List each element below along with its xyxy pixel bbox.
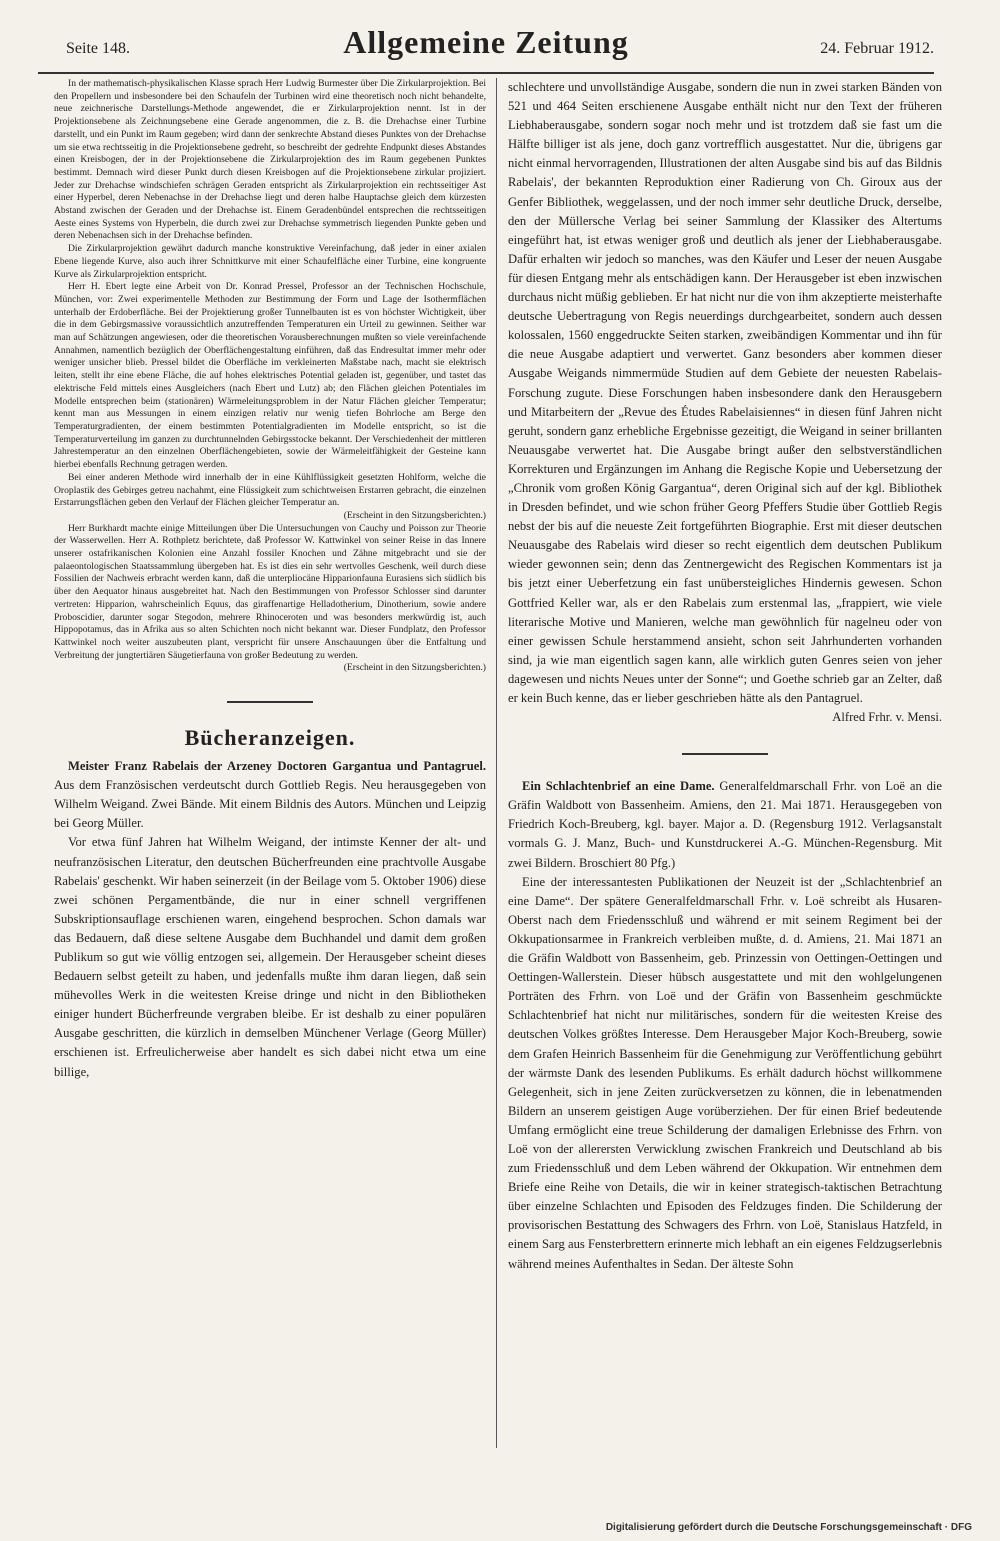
book-entry — [508, 777, 942, 872]
paragraph: Eine der interessantesten Publikationen der Neuzeit ist der „Schlachtenbrief an eine Dame“. Der spätere Generalfeldmarschall Frhr. v. Loë schreibt als Husaren-Oberst nach dem Friedensschluß und während er mit seinem Regiment bei der Okkupationsarmee in Frankreich verbleiben mußte, d. d. Amiens, 21. Mai 1871 an die Gräfin Waldbott von Bassenheim, geb. Prinzessin von Oettingen-Oettingen und Oettingen-Wallerstein. Dieser hübsch ausgestattete und mit den wohlgelungenen Porträten des Frhrn. von Loë und der Gräfin von Bassenheim geschmückte Schlachtenbrief hat nicht nur militärisches, sondern für die weitesten Kreise des deutschen Volkes größtes Interesse. Dem Herausgeber Major Koch-Breuberg, sowie dem Grafen Heinrich Bassenheim für die Genehmigung zur Veröffentlichung gebührt der wärmste Dank des lesenden Publikums. Es erhält dadurch höchst willkommene Gelegenheit, sich in jene Zeiten zurückversetzen zu können, die in lebenatmenden Bildern an unserem geistigen Auge vorüberziehen. Der für einen Brief bedeutende Umfang ermöglicht eine treue Schilderung der damaligen Erlebnisse des Frhrn. von Loë von der allerersten Verwicklung zwischen Frankreich und Deutschland ab bis zum Friedensschluß und dem Leben während der Okkupation. Wir entnehmen dem Briefe eine Reihe von Details, die wir in keiner strategisch-taktischen Betrachtung über einzelne Schlachten und Episoden des Feldzuges finden. Die Schilderung der provisorischen Bestattung des Schwagers des Frhrn. von Loë, Stanislaus Hatzfeld, in einem Sarg aus Fensterbrettern erinnerte mich lebhaft an ein eigenes Feldzugserlebnis während meines Aufenthaltes in Sedan. Der älteste Sohn — [508, 874, 942, 1271]
book-title: Meister Franz Rabelais der Arzeney Doctoren Gargantua und Pantagruel. — [68, 759, 486, 774]
issue-date: 24. Februar 1912. — [820, 40, 934, 57]
paragraph: Bei einer anderen Methode wird innerhalb der in eine Kühlflüssigkeit gesetzten Hohlform, welche die Oroplastik des Gebirges getreu nachahmt, eine Flüssigkeit zum schichtweisen Erstarren gebracht, die einzelnen Erstarrungsflächen geben den Verlauf der Flächen gleicher Temperatur an. — [54, 471, 486, 509]
paragraph: Vor etwa fünf Jahren hat Wilhelm Weigand, der intimste Kenner der alt- und neufranzösischen Literatur, den deutschen Bücherfreunden eine prachtvolle Ausgabe Rabelais' geschenkt. Wir haben seinerzeit (in der Beilage vom 5. Oktober 1906) diese zwei schönen Pergamentbände, die nur in einer schnell vergriffenen Subskriptionsauflage erschienen waren, eingehend besprochen. Schon damals war das Bedauern, daß diese seltene Ausgabe dem Buchhandel und damit dem großen Publikum so gut wie völlig entzogen sei, allgemein. Der Herausgeber scheint dieses Bedauern selbst geteilt zu haben, und jedenfalls mußte ihm daran liegen, daß sein mühevolles Werk in die weitesten Kreise dringe und nicht in den Bibliotheken einiger hundert Bücherfreunde vergraben bleibe. Er ist deshalb zu einer populären Ausgabe geschritten, die kürzlich in demselben Münchener Verlage (Georg Müller) erschienen ist. Erfreulicherweise aber handelt es sich dabei nicht etwa um eine billige, — [54, 835, 486, 1079]
section-title: Bücheranzeigen. — [184, 725, 356, 751]
book-review — [54, 757, 486, 1082]
page-header — [38, 22, 934, 74]
paragraph: schlechtere und unvollständige Ausgabe, sondern die nun in zwei starken Bänden von 521 und 464 Seiten erschienene Ausgabe enthält nicht nur den Text der früheren Liebhaberausgabe, sondern sogar noch mehr und ist trotzdem daß sie fast um die Hälfte billiger ist als jene, doch ganz vortrefflich ausgestattet. Nur die, übrigens gar nicht einmal hervorragenden, Illustrationen der alten Ausgabe sind bis auf das Bildnis Rabelais', der bekannten Reproduktion einer Radierung von Ch. Giroux aus der Genfer Bibliothek, weggelassen, und der noch immer sehr deutliche Druck, derselbe, den der Müllersche Verlag bei seiner Sammlung der Klassiker des Altertums eingeführt hat, ist etwas weniger groß und deutlich als jener der Liebhaberausgabe. Dafür erhalten wir jedoch so manches, was den Käufer und Leser der neuen Ausgabe für diesen Entgang mehr als entschädigen kann. Der Herausgeber ist eben inzwischen durchaus nicht müßig geblieben. Er hat nicht nur die von ihm akzeptierte meisterhafte deutsche Uebertragung von Regis neuerdings durchgearbeitet, sondern auch dessen kolossalen, 1560 enggedruckte Seiten starken, zweibändigen Kommentar und ihn für die neue Ausgabe adaptiert und verwertet. Ganz besonders aber kommen dieser Ausgabe Weigands nimmermüde Studien auf dem Gebiete der neuesten Rabelais-Forschung zugute. Diese Forschungen haben insbesondere dank den Herausgebern und Mitarbeitern der „Revue des Études Rabelaisiennes“ in diesen fünf Jahren nicht geruht, sondern ganz erhebliche Ergebnisse gezeitigt, die Weigand in seiner brillanten Neuausgabe verwertet hat. Die Ausgabe bringt außer den selbstverständlichen Korrekturen und Ergänzungen im Anhang die Regische Kopie und Uebersetzung der „Chronik vom großen König Gargantua“, deren Original sich auf der kgl. Bibliothek in Dresden befindet, und wie schon früher Georg Pfeffers Studie über Gottlieb Regis nebst der bis auf die neueste Zeit fortgeführten Biographie. Erst mit dieser deutschen Neuausgabe des Rabelais wird dieser so recht eigentlich dem deutschen Publikum wieder gewonnen sein; denn das Zentnergewicht des Regischen Kommentars ist ja bis jetzt einer Ueberfetzung ein fast unübersteigliches Hindernis gewesen. Schon Gottfried Keller war, als er den Rabelais zum erstenmal las, „frappiert, wie viele literarische Motive und Manieren, welche man gewöhnlich für nagelneu oder von einer gewissen Schule herstammend ansieht, schon seit Jahrhunderten vorhanden sind, ja wie man eigentlich sagen kann, alle wirklich guten Genres seien von jeher dagewesen und nichts Neues unter der Sonne“; und Goethe schrieb gar an Zelter, daß er kein Buch kenne, das er lieber geschrieben hätte als den Pantagruel. — [508, 80, 942, 705]
book-review-continued — [508, 78, 942, 1274]
paragraph: Herr Burkhardt machte einige Mitteilungen über Die Untersuchungen von Cauchy und Poisson zur Theorie der Wasserwellen. Herr A. Rothpletz berichtete, daß Professor W. Kattwinkel von seiner Reise in das Innere unserer ostafrikanischen Kolonien eine Anzahl fossiler Knochen und Zähne mitgebracht und sie der palaeontologischen Staatssammlung übergeben hat. Es ist dies ein sehr wertvolles Geschenk, weil durch diese Fossilien der Nachweis erbracht werden kann, daß die unterpliocäne Hipparionfauna Eurasiens sich südlich bis über den Aequator hinaus ausgebreitet hat. Nach den Bestimmungen von Professor Schlosser sind darunter vertreten: Hipparion, wahrscheinlich Equus, das giraffenartige Helladotherium, Dinotherium, sowie andere Proboscidier, darunter sogar Stegodon, mehrere Rhinoceroten und was besonders merkwürdig ist, auch Hippopotamus, das in Afrika aus so alten Schichten noch nicht bekannt war. Dieser Fundplatz, den Professor Kattwinkel noch weiter auszubeuten plant, verspricht für unsere Anschauungen über die Entfaltung und Verbreitung der jungtertiären Säugetierfauna von großer Bedeutung zu werden. — [54, 522, 486, 661]
academy-report — [54, 78, 486, 675]
page-number: Seite 148. — [66, 40, 130, 57]
section-divider — [227, 701, 313, 703]
source-note: (Erscheint in den Sitzungsberichten.) — [343, 509, 486, 521]
right-column — [508, 78, 942, 1274]
book-details: Generalfeldmarschall Frhr. von Loë an die Gräfin Waldbott von Bassenheim. Amiens, den 21. Mai 1871. Herausgegeben von Friedrich Koch-Breuberg, kgl. bayer. Major a. D. (Regensburg 1912. Verlagsanstalt vormals G. J. Manz, Buch- und Kunstdruckerei A.-G. München-Regensburg. Mit zwei Bildern. Broschiert 80 Pfg.) — [508, 779, 942, 870]
paragraph: Herr H. Ebert legte eine Arbeit von Dr. Konrad Pressel, Professor an der Technischen Hochschule, München, vor: Zwei experimentelle Methoden zur Bestimmung der Form und Lage der Isothermflächen unterhalb der Erdoberfläche. Bei der Projektierung großer Tunnelbauten ist es von höchster Wichtigkeit, über die in dem Gebirgsmassive voraussichtlich anzutreffenden Temperaturen ein Urteil zu gewinnen. Seither war man auf Schätzungen angewiesen, oder die theoretischen Vorausberechnungen mußten so viele vereinfachende Annahmen, namentlich bezüglich der Oberflächengestaltung einführen, daß das Endresultat immer mehr oder weniger unsicher blieb. Pressel bildet die Oberfläche im verkleinerten Maßstabe nach, macht sie elektrisch leiten, stellt ihr eine ebene Fläche, die auf hohes elektrisches Potential geladen ist, gegenüber, und tastet das elektrische Feld mittels eines Ausgleichers (nach Ebert und Lutz) ab; den Flächen gleichen Potentiales im Modelle entsprechen beim (stationären) Wärmeleitungsproblem in der Natur Flächen gleicher Temperatur; kennt man aus Messungen in einem einzigen relativ nur wenig tiefen Bohrloche am Berge den Temperaturgradienten, der einem bestimmten Potentialgradienten im Modelle entspricht, so ist die Temperaturverteilung im ganzen zu durchtunnelnden Gebirgsstocke bekannt. Der Verschiedenheit der mittleren Jahrestemperatur an den einzelnen Oberflächengebieten, sowie der Wärmeleitfähigkeit der Gesteine kann hierbei ebenfalls Rechnung getragen werden. — [54, 281, 486, 471]
paragraph: Die Zirkularprojektion gewährt dadurch manche konstruktive Vereinfachung, daß jeder in einer axialen Ebene liegende Kurve, also auch ihrer Schnittkurve mit einer Schaufelfläche einer Turbine, eine kongruente Kurve als Zirkularprojektion entspricht. — [54, 243, 486, 280]
section-divider — [682, 753, 768, 755]
signature: Alfred Frhr. v. Mensi. — [832, 710, 942, 725]
newspaper-title: Allgemeine Zeitung — [343, 24, 629, 60]
source-note: (Erscheint in den Sitzungsberichten.) — [343, 662, 486, 674]
left-column — [54, 78, 486, 1082]
book-details: Aus dem Französischen verdeutscht durch Gottlieb Regis. Neu herausgegeben von Wilhelm Weigand. Zwei Bände. Mit einem Bildnis des Autors. München und Leipzig bei Georg Müller. — [54, 778, 486, 831]
digitization-credit: Digitalisierung gefördert durch die Deutsche Forschungsgemeinschaft · DFG — [605, 1522, 972, 1533]
column-rule — [496, 78, 497, 1448]
book-title: Ein Schlachtenbrief an eine Dame. — [522, 779, 715, 794]
book-entry — [54, 757, 486, 833]
paragraph: In der mathematisch-physikalischen Klasse sprach Herr Ludwig Burmester über Die Zirkularprojektion. Bei den Propellern und insbesondere bei den Schaufeln der Turbinen wird eine theoretisch noch nicht behandelte, neue zeichnerische Darstellungs-Methode angewendet, die er Zirkularprojektion nennt. Ist in der Projektionsebene als Zeichnungsebene eine Gerade angenommen, die z. B. die Drehachse einer Turbine darstellt, und ein Punkt im Raum gegeben; wird dann der senkrechte Abstand dieses Punktes von der Drehachse um sie etwa rechtsseitig in die Projektionsebene gedreht, so beschreibt der gedrehte Endpunkt dieses Abstandes einen Kreisbogen, der in der Projektionsebene die Zirkularprojektion des im Raum gegebenen Punktes bestimmt. Demnach wird dieser Punkt durch diesen Kreisbogen auf die Projektionsebene zirkular projiziert. Jeder zur Drehachse windschiefen schrägen Geraden entspricht als Zirkularprojektion ein rechtsseitiger Ast einer Hyperbel, deren Nebenachse in der Drehachse liegt und deren halbe Hauptachse gleich dem kürzesten Abstand zwischen der Geraden und der Drehachse ist. Einem Geradenbündel entsprechen die rechtsseitigen Aeste eines Systems von Hyperbeln, die durch zwei zur Drehachse symmetrisch liegenden Punkte geben und deren Nebenachsen sich in der Drehachse befinden. — [54, 78, 486, 242]
